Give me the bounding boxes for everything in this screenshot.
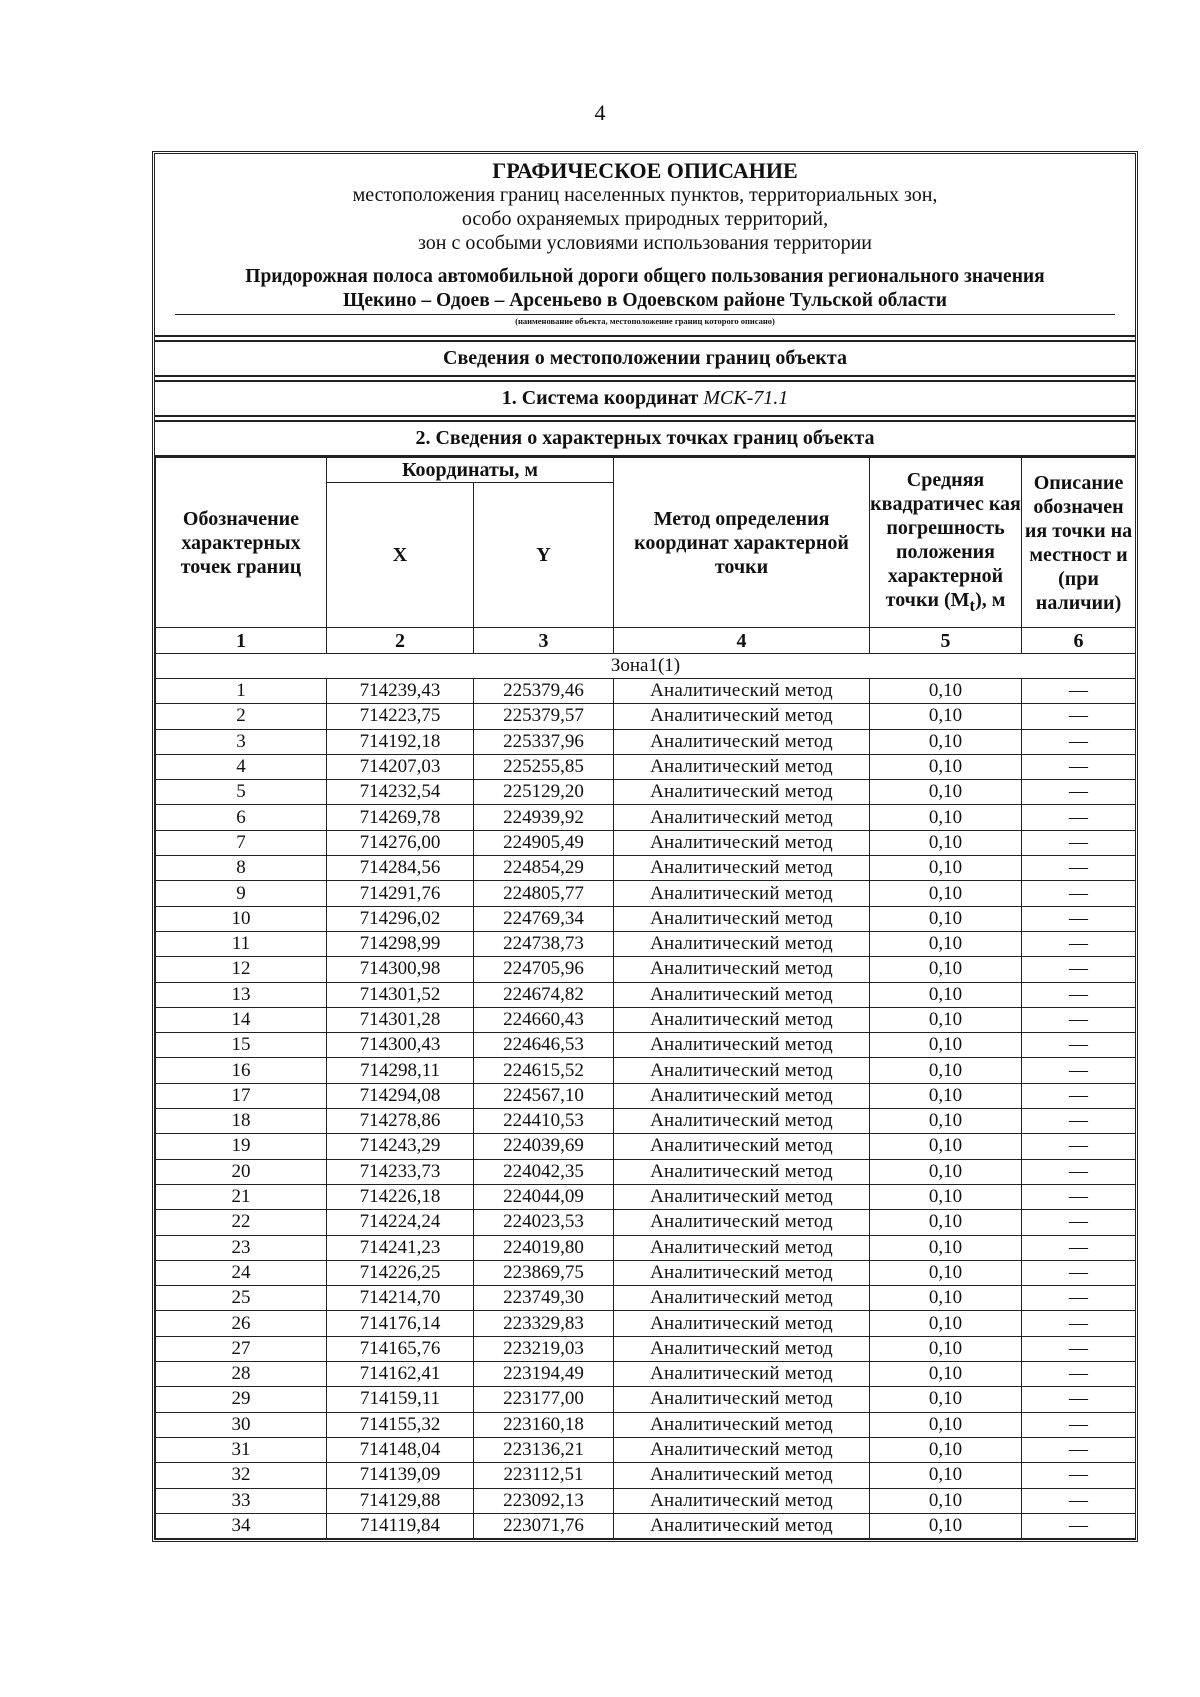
x-cell: 714165,76 — [327, 1336, 474, 1361]
column-number: 5 — [870, 628, 1022, 654]
description-cell: — — [1022, 1083, 1136, 1108]
method-cell: Аналитический метод — [614, 957, 870, 982]
method-cell: Аналитический метод — [614, 830, 870, 855]
description-cell: — — [1022, 830, 1136, 855]
table-row — [156, 1362, 1136, 1387]
x-cell: 714269,78 — [327, 805, 474, 830]
table-row — [156, 957, 1136, 982]
error-cell: 0,10 — [870, 1513, 1022, 1538]
method-cell: Аналитический метод — [614, 1463, 870, 1488]
error-cell: 0,10 — [870, 679, 1022, 704]
x-cell: 714207,03 — [327, 754, 474, 779]
x-cell: 714241,23 — [327, 1235, 474, 1260]
zone-label: Зона1(1) — [156, 654, 1136, 679]
method-cell: Аналитический метод — [614, 1412, 870, 1437]
method-cell: Аналитический метод — [614, 906, 870, 931]
y-cell: 223869,75 — [474, 1260, 614, 1285]
method-cell: Аналитический метод — [614, 881, 870, 906]
error-cell: 0,10 — [870, 1412, 1022, 1437]
table-row — [156, 1159, 1136, 1184]
x-cell: 714223,75 — [327, 704, 474, 729]
y-cell: 224023,53 — [474, 1210, 614, 1235]
error-cell: 0,10 — [870, 957, 1022, 982]
description-cell: — — [1022, 1033, 1136, 1058]
method-cell: Аналитический метод — [614, 1488, 870, 1513]
table-row — [156, 729, 1136, 754]
table-body — [156, 679, 1136, 1539]
table-row — [156, 830, 1136, 855]
point-number-cell: 26 — [156, 1311, 327, 1336]
point-number-cell: 2 — [156, 704, 327, 729]
error-cell: 0,10 — [870, 1184, 1022, 1209]
method-cell: Аналитический метод — [614, 1235, 870, 1260]
error-cell: 0,10 — [870, 1260, 1022, 1285]
description-cell: — — [1022, 1007, 1136, 1032]
description-cell: — — [1022, 1286, 1136, 1311]
description-cell: — — [1022, 805, 1136, 830]
col-coords-header: Координаты, м — [327, 458, 614, 483]
error-cell: 0,10 — [870, 1083, 1022, 1108]
error-cell: 0,10 — [870, 1159, 1022, 1184]
method-cell: Аналитический метод — [614, 1184, 870, 1209]
table-row — [156, 1387, 1136, 1412]
table-row — [156, 1513, 1136, 1538]
y-cell: 224646,53 — [474, 1033, 614, 1058]
point-number-cell: 20 — [156, 1159, 327, 1184]
column-numbers-row — [156, 628, 1136, 654]
method-cell: Аналитический метод — [614, 1387, 870, 1412]
point-number-cell: 1 — [156, 679, 327, 704]
table-row — [156, 856, 1136, 881]
method-cell: Аналитический метод — [614, 780, 870, 805]
description-cell: — — [1022, 1210, 1136, 1235]
description-cell: — — [1022, 1513, 1136, 1538]
x-cell: 714224,24 — [327, 1210, 474, 1235]
method-cell: Аналитический метод — [614, 1058, 870, 1083]
table-row — [156, 1286, 1136, 1311]
table-row — [156, 754, 1136, 779]
points-section-title: 2. Сведения о характерных точках границ объекта — [155, 422, 1135, 457]
method-cell: Аналитический метод — [614, 1159, 870, 1184]
table-row — [156, 881, 1136, 906]
column-number: 1 — [156, 628, 327, 654]
table-row — [156, 1134, 1136, 1159]
y-cell: 223071,76 — [474, 1513, 614, 1538]
y-cell: 223194,49 — [474, 1362, 614, 1387]
y-cell: 224044,09 — [474, 1184, 614, 1209]
point-number-cell: 29 — [156, 1387, 327, 1412]
description-cell: — — [1022, 982, 1136, 1007]
table-row — [156, 1033, 1136, 1058]
table-row — [156, 1437, 1136, 1462]
error-cell: 0,10 — [870, 1235, 1022, 1260]
point-number-cell: 3 — [156, 729, 327, 754]
col-method-header: Метод определения координат характерной точки — [614, 458, 870, 628]
column-number: 6 — [1022, 628, 1136, 654]
method-cell: Аналитический метод — [614, 856, 870, 881]
error-cell: 0,10 — [870, 704, 1022, 729]
x-cell: 714300,43 — [327, 1033, 474, 1058]
y-cell: 223160,18 — [474, 1412, 614, 1437]
column-number: 3 — [474, 628, 614, 654]
description-line-2: особо охраняемых природных территорий, — [461, 208, 829, 230]
point-number-cell: 11 — [156, 931, 327, 956]
method-cell: Аналитический метод — [614, 1007, 870, 1032]
description-cell: — — [1022, 1184, 1136, 1209]
error-cell: 0,10 — [870, 982, 1022, 1007]
point-number-cell: 33 — [156, 1488, 327, 1513]
col-error-header: Средняя квадратичес кая погрешность положения характерной точки $(M_t)$, м — [870, 458, 1022, 628]
table-row — [156, 906, 1136, 931]
x-cell: 714233,73 — [327, 1159, 474, 1184]
table-row — [156, 1058, 1136, 1083]
y-cell: 224410,53 — [474, 1109, 614, 1134]
x-cell: 714214,70 — [327, 1286, 474, 1311]
y-cell: 224769,34 — [474, 906, 614, 931]
x-cell: 714232,54 — [327, 780, 474, 805]
y-cell: 223112,51 — [474, 1463, 614, 1488]
x-cell: 714155,32 — [327, 1412, 474, 1437]
method-cell: Аналитический метод — [614, 1210, 870, 1235]
method-cell: Аналитический метод — [614, 1286, 870, 1311]
point-number-cell: 30 — [156, 1412, 327, 1437]
object-name-line-1: Придорожная полоса автомобильной дороги общего пользования регионального значения — [245, 266, 1045, 287]
description-cell: — — [1022, 1260, 1136, 1285]
method-cell: Аналитический метод — [614, 704, 870, 729]
point-number-cell: 4 — [156, 754, 327, 779]
point-number-cell: 32 — [156, 1463, 327, 1488]
table-row — [156, 1109, 1136, 1134]
y-cell: 224738,73 — [474, 931, 614, 956]
y-cell: 223749,30 — [474, 1286, 614, 1311]
error-cell: 0,10 — [870, 1210, 1022, 1235]
method-cell: Аналитический метод — [614, 1437, 870, 1462]
point-number-cell: 8 — [156, 856, 327, 881]
description-cell: — — [1022, 1362, 1136, 1387]
error-cell: 0,10 — [870, 1286, 1022, 1311]
y-cell: 224039,69 — [474, 1134, 614, 1159]
method-cell: Аналитический метод — [614, 1513, 870, 1538]
method-cell: Аналитический метод — [614, 1260, 870, 1285]
description-cell: — — [1022, 780, 1136, 805]
description-cell: — — [1022, 1235, 1136, 1260]
x-cell: 714298,99 — [327, 931, 474, 956]
y-cell: 224805,77 — [474, 881, 614, 906]
method-cell: Аналитический метод — [614, 1109, 870, 1134]
description-cell: — — [1022, 1058, 1136, 1083]
error-cell: 0,10 — [870, 780, 1022, 805]
object-name — [175, 265, 1115, 315]
method-cell: Аналитический метод — [614, 679, 870, 704]
table-row — [156, 679, 1136, 704]
point-number-cell: 19 — [156, 1134, 327, 1159]
error-cell: 0,10 — [870, 1033, 1022, 1058]
object-caption: (наименование объекта, местоположение границ которого описано) — [515, 316, 775, 326]
point-number-cell: 12 — [156, 957, 327, 982]
error-cell: 0,10 — [870, 1336, 1022, 1361]
x-cell: 714276,00 — [327, 830, 474, 855]
table-row — [156, 780, 1136, 805]
method-cell: Аналитический метод — [614, 754, 870, 779]
table-row — [156, 1311, 1136, 1336]
method-cell: Аналитический метод — [614, 1134, 870, 1159]
x-cell: 714148,04 — [327, 1437, 474, 1462]
point-number-cell: 17 — [156, 1083, 327, 1108]
description-cell: — — [1022, 881, 1136, 906]
y-cell: 225379,46 — [474, 679, 614, 704]
point-number-cell: 10 — [156, 906, 327, 931]
description-cell: — — [1022, 1488, 1136, 1513]
y-cell: 225379,57 — [474, 704, 614, 729]
document-title: ГРАФИЧЕСКОЕ ОПИСАНИЕ — [492, 158, 798, 183]
description-cell: — — [1022, 957, 1136, 982]
x-cell: 714294,08 — [327, 1083, 474, 1108]
x-cell: 714301,52 — [327, 982, 474, 1007]
x-cell: 714119,84 — [327, 1513, 474, 1538]
error-cell: 0,10 — [870, 1463, 1022, 1488]
description-cell: — — [1022, 729, 1136, 754]
table-row — [156, 805, 1136, 830]
table-row — [156, 1336, 1136, 1361]
y-cell: 224674,82 — [474, 982, 614, 1007]
x-cell: 714243,29 — [327, 1134, 474, 1159]
point-number-cell: 13 — [156, 982, 327, 1007]
x-cell: 714239,43 — [327, 679, 474, 704]
point-number-cell: 5 — [156, 780, 327, 805]
y-cell: 224615,52 — [474, 1058, 614, 1083]
coordinate-system-label: 1. Система координат — [501, 387, 699, 409]
y-cell: 225255,85 — [474, 754, 614, 779]
error-cell: 0,10 — [870, 1437, 1022, 1462]
error-cell: 0,10 — [870, 931, 1022, 956]
y-cell: 225337,96 — [474, 729, 614, 754]
method-cell: Аналитический метод — [614, 729, 870, 754]
error-cell: 0,10 — [870, 805, 1022, 830]
table-row — [156, 1412, 1136, 1437]
error-cell: 0,10 — [870, 1311, 1022, 1336]
point-number-cell: 21 — [156, 1184, 327, 1209]
table-row — [156, 1210, 1136, 1235]
error-cell: 0,10 — [870, 1362, 1022, 1387]
zone-row — [156, 654, 1136, 679]
column-number: 4 — [614, 628, 870, 654]
description-cell: — — [1022, 1387, 1136, 1412]
method-cell: Аналитический метод — [614, 805, 870, 830]
y-cell: 223136,21 — [474, 1437, 614, 1462]
description-cell: — — [1022, 1437, 1136, 1462]
y-cell: 224567,10 — [474, 1083, 614, 1108]
coordinate-system-value: МСК-71.1 — [703, 387, 789, 409]
y-cell: 223092,13 — [474, 1488, 614, 1513]
description-cell: — — [1022, 856, 1136, 881]
description-cell: — — [1022, 1412, 1136, 1437]
error-cell: 0,10 — [870, 729, 1022, 754]
column-number: 2 — [327, 628, 474, 654]
description-cell: — — [1022, 1159, 1136, 1184]
point-number-cell: 7 — [156, 830, 327, 855]
description-cell: — — [1022, 754, 1136, 779]
section-title: Сведения о местоположении границ объекта — [155, 342, 1135, 377]
error-cell: 0,10 — [870, 1134, 1022, 1159]
description-cell: — — [1022, 1134, 1136, 1159]
method-cell: Аналитический метод — [614, 1311, 870, 1336]
method-cell: Аналитический метод — [614, 1083, 870, 1108]
y-cell: 225129,20 — [474, 780, 614, 805]
error-cell: 0,10 — [870, 1387, 1022, 1412]
object-name-line-2: Щекино – Одоев – Арсеньево в Одоевском районе Тульской области — [342, 290, 948, 311]
x-cell: 714226,25 — [327, 1260, 474, 1285]
table-row — [156, 1184, 1136, 1209]
point-number-cell: 16 — [156, 1058, 327, 1083]
y-cell: 223219,03 — [474, 1336, 614, 1361]
y-cell: 223177,00 — [474, 1387, 614, 1412]
table-row — [156, 704, 1136, 729]
y-cell: 223329,83 — [474, 1311, 614, 1336]
table-row — [156, 1007, 1136, 1032]
point-number-cell: 9 — [156, 881, 327, 906]
error-cell: 0,10 — [870, 856, 1022, 881]
error-cell: 0,10 — [870, 1058, 1022, 1083]
point-number-cell: 27 — [156, 1336, 327, 1361]
table-row — [156, 931, 1136, 956]
x-cell: 714284,56 — [327, 856, 474, 881]
x-cell: 714278,86 — [327, 1109, 474, 1134]
point-number-cell: 25 — [156, 1286, 327, 1311]
description-cell: — — [1022, 679, 1136, 704]
document-frame — [152, 151, 1138, 1542]
point-number-cell: 28 — [156, 1362, 327, 1387]
x-cell: 714226,18 — [327, 1184, 474, 1209]
description-cell: — — [1022, 1463, 1136, 1488]
error-cell: 0,10 — [870, 881, 1022, 906]
x-cell: 714159,11 — [327, 1387, 474, 1412]
points-table — [155, 457, 1136, 1539]
point-number-cell: 31 — [156, 1437, 327, 1462]
table-row — [156, 1463, 1136, 1488]
x-cell: 714162,41 — [327, 1362, 474, 1387]
point-number-cell: 22 — [156, 1210, 327, 1235]
col-designation-header: Обозначение характерных точек границ — [156, 458, 327, 628]
table-row — [156, 982, 1136, 1007]
x-cell: 714176,14 — [327, 1311, 474, 1336]
error-cell: 0,10 — [870, 830, 1022, 855]
point-number-cell: 6 — [156, 805, 327, 830]
x-cell: 714296,02 — [327, 906, 474, 931]
x-cell: 714301,28 — [327, 1007, 474, 1032]
x-cell: 714298,11 — [327, 1058, 474, 1083]
x-cell: 714139,09 — [327, 1463, 474, 1488]
description-line-1: местоположения границ населенных пунктов, территориальных зон, — [352, 184, 938, 206]
y-cell: 224705,96 — [474, 957, 614, 982]
page-number: 4 — [594, 100, 606, 125]
document-header — [155, 154, 1135, 337]
table-row — [156, 1235, 1136, 1260]
description-cell: — — [1022, 1336, 1136, 1361]
x-cell: 714291,76 — [327, 881, 474, 906]
point-number-cell: 23 — [156, 1235, 327, 1260]
method-cell: Аналитический метод — [614, 982, 870, 1007]
description-cell: — — [1022, 1311, 1136, 1336]
col-description-header: Описание обозначен ия точки на местност и (при наличии) — [1022, 458, 1136, 628]
table-row — [156, 1260, 1136, 1285]
error-cell: 0,10 — [870, 906, 1022, 931]
method-cell: Аналитический метод — [614, 1336, 870, 1361]
error-cell: 0,10 — [870, 1109, 1022, 1134]
description-cell: — — [1022, 704, 1136, 729]
error-cell: 0,10 — [870, 754, 1022, 779]
x-cell: 714129,88 — [327, 1488, 474, 1513]
point-number-cell: 24 — [156, 1260, 327, 1285]
description-cell: — — [1022, 931, 1136, 956]
y-cell: 224905,49 — [474, 830, 614, 855]
point-number-cell: 18 — [156, 1109, 327, 1134]
coordinate-system — [155, 382, 1135, 417]
description-cell: — — [1022, 906, 1136, 931]
x-cell: 714300,98 — [327, 957, 474, 982]
error-cell: 0,10 — [870, 1007, 1022, 1032]
y-cell: 224660,43 — [474, 1007, 614, 1032]
y-cell: 224939,92 — [474, 805, 614, 830]
method-cell: Аналитический метод — [614, 1362, 870, 1387]
point-number-cell: 15 — [156, 1033, 327, 1058]
table-row — [156, 1083, 1136, 1108]
col-x-header: X — [327, 483, 474, 628]
error-cell: 0,10 — [870, 1488, 1022, 1513]
table-header — [156, 458, 1136, 679]
point-number-cell: 14 — [156, 1007, 327, 1032]
y-cell: 224042,35 — [474, 1159, 614, 1184]
point-number-cell: 34 — [156, 1513, 327, 1538]
x-cell: 714192,18 — [327, 729, 474, 754]
description-cell: — — [1022, 1109, 1136, 1134]
method-cell: Аналитический метод — [614, 931, 870, 956]
col-y-header: Y — [474, 483, 614, 628]
y-cell: 224854,29 — [474, 856, 614, 881]
y-cell: 224019,80 — [474, 1235, 614, 1260]
table-row — [156, 1488, 1136, 1513]
description-line-3: зон с особыми условиями использования территории — [417, 232, 873, 254]
method-cell: Аналитический метод — [614, 1033, 870, 1058]
